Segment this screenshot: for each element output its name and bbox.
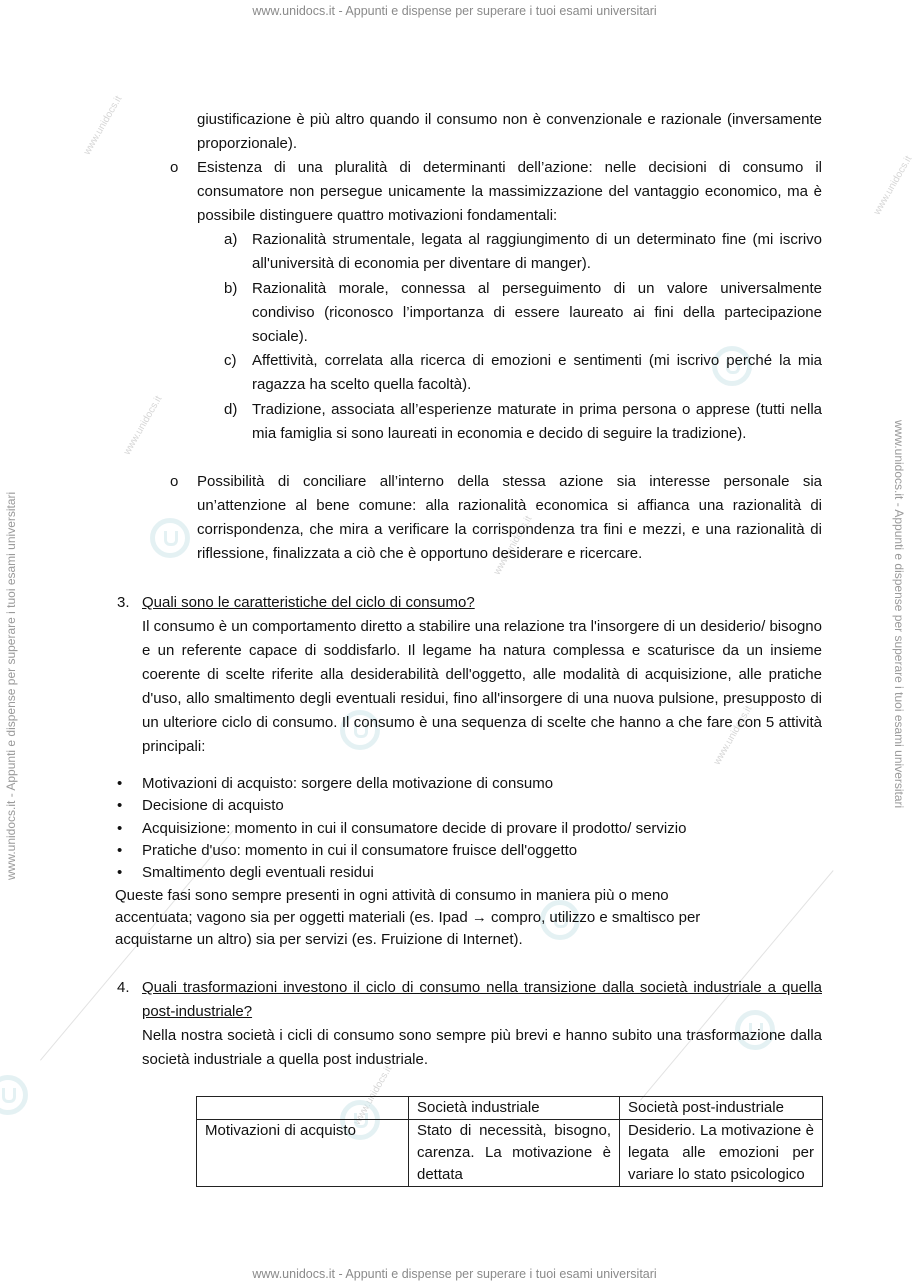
diagonal-watermark: www.unidocs.it bbox=[121, 394, 165, 457]
table-header-cell bbox=[197, 1097, 409, 1120]
bullet-marker: • bbox=[117, 864, 123, 881]
page-footer-watermark: www.unidocs.it - Appunti e dispense per superare i tuoi esami universitari bbox=[252, 1267, 657, 1281]
diagonal-watermark: www.unidocs.it bbox=[351, 1064, 395, 1127]
table-cell: Motivazioni di acquisto bbox=[197, 1120, 409, 1187]
list-item: • Motivazioni di acquisto: sorgere della motivazione di consumo bbox=[142, 773, 553, 795]
paragraph-line: Queste fasi sono sempre presenti in ogni attività di consumo in maniera più o meno bbox=[115, 887, 669, 904]
list-marker: o bbox=[170, 473, 179, 490]
sub-item-marker: c) bbox=[224, 352, 237, 369]
comparison-table bbox=[196, 1096, 823, 1187]
list-item: • Decisione di acquisto bbox=[142, 795, 284, 817]
table-header-cell: Società post-industriale bbox=[620, 1097, 823, 1120]
question-title: Quali sono le caratteristiche del ciclo di consumo? bbox=[142, 594, 475, 611]
diagonal-watermark: www.unidocs.it bbox=[491, 514, 535, 577]
question-number: 4. bbox=[117, 979, 130, 996]
left-side-watermark: www.unidocs.it - Appunti e dispense per superare i tuoi esami universitari bbox=[4, 491, 18, 880]
table-row bbox=[197, 1120, 823, 1187]
sub-item-marker: a) bbox=[224, 231, 238, 248]
table-cell: Stato di necessità, bisogno, carenza. La motivazione è dettata bbox=[409, 1120, 620, 1187]
bullet-marker: • bbox=[117, 775, 123, 792]
sub-item-text: Tradizione, associata all’esperienze maturate in prima persona o apprese (tutti nella mia famiglia si sono laureati in economia e decido di seguire la tradizione). bbox=[252, 401, 822, 442]
table-header-cell: Società industriale bbox=[409, 1097, 620, 1120]
sub-item-text: Affettività, correlata alla ricerca di emozioni e sentimenti (mi iscrivo perché la mia ragazza ha scelto quella facoltà). bbox=[252, 352, 822, 393]
bullet-marker: • bbox=[117, 797, 123, 814]
bullet-paragraph: Possibilità di conciliare all’interno della stessa azione sia interesse personale sia un’attenzione al bene comune: alla razionalità economica si affianca una razionalità di corrispondenza, che mira a verificare la corrispondenza tra fini e mezzi, e una razionalità di riflessione, finalizzata a ciò che è opportuno desiderare e ricercare. bbox=[197, 473, 822, 562]
question-body: Nella nostra società i cicli di consumo sono sempre più brevi e hanno subito una trasformazione dalla società industriale a quella post industriale. bbox=[142, 1027, 822, 1068]
question-body: Il consumo è un comportamento diretto a stabilire una relazione tra l'insorgere di un desiderio/ bisogno e un referente capace di soddisfarlo. Il legame ha natura complessa e scaturisce da un insieme coerente di scelte riferite alla desiderabilità dell'oggetto, alle modalità di acquisizione, alle pratiche d'uso, allo smaltimento degli eventuali residui, fino all'insorgere di una nuova pulsione, presupposto di un ulteriore ciclo di consumo. Il consumo è una sequenza di scelte che hanno a che fare con 5 attività principali: bbox=[142, 618, 822, 755]
diagonal-watermark: www.unidocs.it bbox=[81, 94, 125, 157]
list-item: • Pratiche d'uso: momento in cui il consumatore fruisce dell'oggetto bbox=[142, 840, 577, 862]
sub-item-marker: b) bbox=[224, 280, 238, 297]
sub-item-text: Razionalità morale, connessa al perseguimento di un valore universalmente condiviso (riconosco l’importanza di essere laureato ai fini della partecipazione sociale). bbox=[252, 280, 822, 345]
question-title: Quali trasformazioni investono il ciclo di consumo nella transizione dalla società industriale a quella post-industriale? bbox=[142, 979, 822, 1020]
paragraph-line: acquistarne un altro) sia per servizi (es. Fruizione di Internet). bbox=[115, 931, 523, 948]
sub-item-marker: d) bbox=[224, 401, 238, 418]
watermark-logo-icon bbox=[0, 1075, 28, 1115]
diagonal-watermark: www.unidocs.it bbox=[711, 704, 755, 767]
watermark-logo-icon bbox=[150, 518, 190, 558]
question-number: 3. bbox=[117, 594, 130, 611]
list-item: • Acquisizione: momento in cui il consumatore decide di provare il prodotto/ servizio bbox=[142, 818, 686, 840]
diagonal-watermark: www.unidocs.it bbox=[871, 154, 914, 217]
right-side-watermark: www.unidocs.it - Appunti e dispense per superare i tuoi esami universitari bbox=[892, 420, 906, 809]
sub-item-text: Razionalità strumentale, legata al raggiungimento di un determinato fine (mi iscrivo all'università di economia per diventare di manger). bbox=[252, 231, 822, 272]
table-header-row bbox=[197, 1097, 823, 1120]
bullet-marker: • bbox=[117, 842, 123, 859]
page-header-watermark: www.unidocs.it - Appunti e dispense per superare i tuoi esami universitari bbox=[252, 4, 657, 18]
bullet-marker: • bbox=[117, 820, 123, 837]
bullet-paragraph: Esistenza di una pluralità di determinanti dell’azione: nelle decisioni di consumo il consumatore non persegue unicamente la massimizzazione del vantaggio economico, ma è possibile distinguere quattro motivazioni fondamentali: bbox=[197, 159, 822, 224]
paragraph-line: accentuata; vagono sia per oggetti materiali (es. Ipad → compro, utilizzo e smaltisco per bbox=[115, 909, 701, 926]
list-item: • Smaltimento degli eventuali residui bbox=[142, 862, 374, 884]
list-marker: o bbox=[170, 159, 179, 176]
continuation-paragraph: giustificazione è più altro quando il consumo non è convenzionale e razionale (inversamente proporzionale). bbox=[197, 111, 822, 152]
table-cell: Desiderio. La motivazione è legata alle emozioni per variare lo stato psicologico bbox=[620, 1120, 823, 1187]
